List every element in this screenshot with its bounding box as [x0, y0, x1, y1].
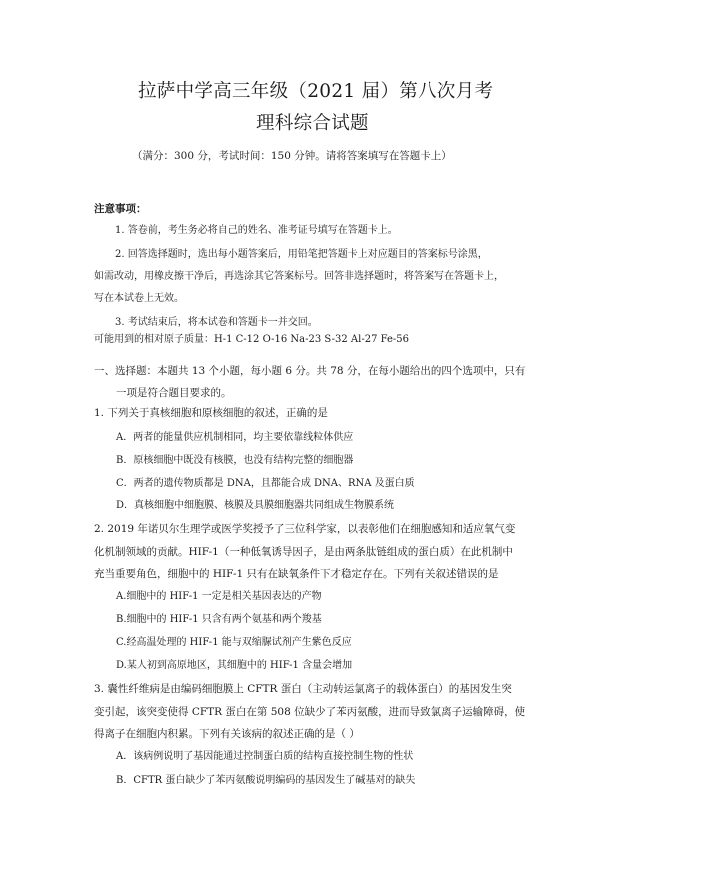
question-1-option-b: B．原核细胞中既没有核膜，也没有结构完整的细胞器 — [116, 455, 354, 466]
question-1-option-a: A．两者的能量供应机制相同，均主要依靠线粒体供应 — [116, 432, 354, 443]
question-3-stem-line-1: 3. 囊性纤维病是由编码细胞膜上 CFTR 蛋白（主动转运氯离子的载体蛋白）的基因发生突 — [94, 683, 512, 695]
question-1-option-c: C．两者的遗传物质都是 DNA，且都能合成 DNA、RNA 及蛋白质 — [116, 478, 415, 489]
question-3-stem-line-2: 变引起，该突变使得 CFTR 蛋白在第 508 位缺少了苯丙氨酸，进而导致氯离子运输障碍，使 — [94, 706, 526, 718]
section-intro-line-2: 一项是符合题目要求的。 — [116, 387, 232, 399]
question-1-stem: 1. 下列关于真核细胞和原核细胞的叙述，正确的是 — [94, 407, 328, 419]
question-2-option-c: C.经高温处理的 HIF-1 能与双缩脲试剂产生紫色反应 — [116, 637, 352, 648]
exam-title: 拉萨中学高三年级（2021 届）第八次月考 — [138, 81, 494, 102]
notice-item-2-line-3: 写在本试卷上无效。 — [94, 293, 184, 304]
exam-info: （满分：300 分，考试时间：150 分钟。请将答案填写在答题卡上） — [132, 150, 452, 162]
question-2-stem-line-1: 2. 2019 年诺贝尔生理学或医学奖授予了三位科学家，以表彰他们在细胞感知和适应氧气变 — [94, 523, 516, 535]
question-2-option-d: D.某人初到高原地区，其细胞中的 HIF-1 含量会增加 — [116, 660, 353, 671]
notice-item-1: 1. 答卷前，考生务必将自己的姓名、准考证号填写在答题卡上。 — [115, 225, 398, 236]
question-2-stem-line-3: 充当重要角色，细胞中的 HIF-1 只有在缺氧条件下才稳定存在。下列有关叙述错误的是 — [94, 568, 499, 580]
question-3-stem-line-3: 得离子在细胞内积累。下列有关该病的叙述正确的是（ ） — [94, 728, 360, 740]
notice-item-2-line-1: 2. 回答选择题时，选出每小题答案后，用铅笔把答题卡上对应题目的答案标号涂黑， — [115, 249, 488, 260]
notice-item-2-line-2: 如需改动，用橡皮擦干净后，再选涂其它答案标号。回答非选择题时，将答案写在答题卡上， — [94, 271, 504, 282]
notice-heading: 注意事项： — [94, 203, 147, 215]
question-2-option-a: A.细胞中的 HIF-1 一定是相关基因表达的产物 — [116, 591, 322, 602]
atomic-mass-line: 可能用到的相对原子质量：H-1 C-12 O-16 Na-23 S-32 Al-27 Fe-56 — [94, 334, 410, 345]
question-2-stem-line-2: 化机制领域的贡献。HIF-1（一种低氧诱导因子，是由两条肽链组成的蛋白质）在此机制中 — [94, 546, 513, 558]
notice-item-3: 3. 考试结束后，将本试卷和答题卡一并交回。 — [115, 317, 318, 328]
question-3-option-a: A．该病例说明了基因能通过控制蛋白质的结构直接控制生物的性状 — [116, 751, 414, 762]
section-intro-line-1: 一、选择题：本题共 13 个小题，每小题 6 分。共 78 分，在每小题给出的四个选项中，只有 — [94, 365, 526, 377]
question-3-option-b: B．CFTR 蛋白缺少了苯丙氨酸说明编码的基因发生了碱基对的缺失 — [116, 775, 416, 786]
question-1-option-d: D．真核细胞中细胞膜、核膜及具膜细胞器共同组成生物膜系统 — [116, 500, 395, 511]
exam-subtitle: 理科综合试题 — [256, 113, 369, 134]
question-2-option-b: B.细胞中的 HIF-1 只含有两个氨基和两个羧基 — [116, 614, 322, 625]
